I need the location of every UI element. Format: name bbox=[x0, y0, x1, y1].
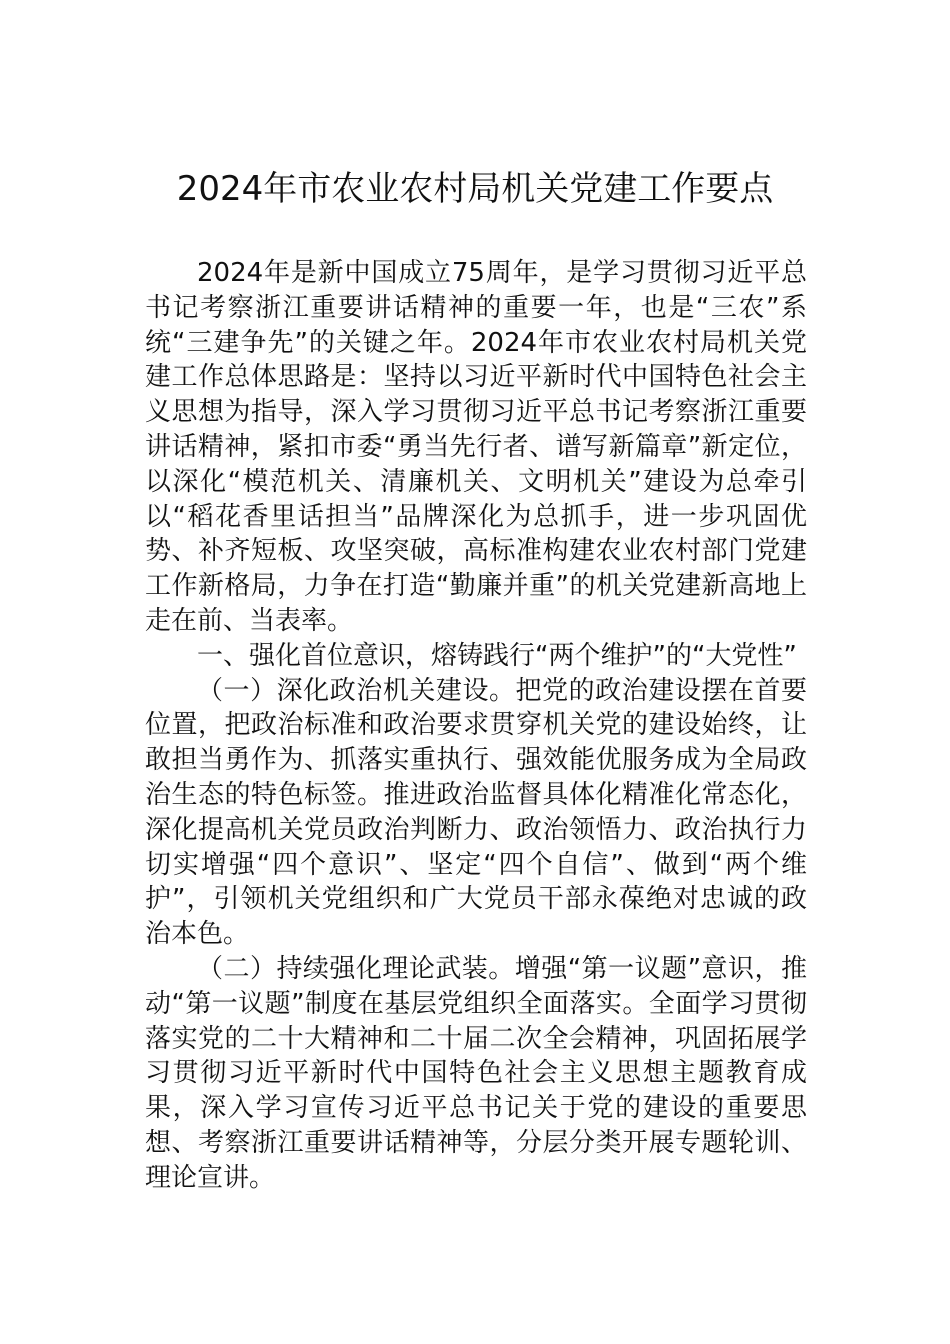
subsection-paragraph: （一）深化政治机关建设。把党的政治建设摆在首要位置，把政治标准和政治要求贯穿机关党的建设始终，让敢担当勇作为、抓落实重执行、强效能优服务成为全局政治生态的特色标签。推进政治监督具体化精准化常态化，深化提高机关党员政治判断力、政治领悟力、政治执行力切实增强“四个意识”、坚定“四个自信”、做到“两个维护”，引领机关党组织和广大党员干部永葆绝对忠诚的政治本色。 bbox=[145, 675, 807, 950]
document-body bbox=[145, 256, 807, 1196]
intro-paragraph: 2024年是新中国成立75周年，是学习贯彻习近平总书记考察浙江重要讲话精神的重要一年，也是“三农”系统“三建争先”的关键之年。2024年市农业农村局机关党建工作总体思路是：坚持以习近平新时代中国特色社会主义思想为指导，深入学习贯彻习近平总书记考察浙江重要讲话精神，紧扣市委“勇当先行者、谱写新篇章”新定位，以深化“模范机关、清廉机关、文明机关”建设为总牵引以“稻花香里话担当”品牌深化为总抓手，进一步巩固优势、补齐短板、攻坚突破，高标准构建农业农村部门党建工作新格局，力争在打造“勤廉并重”的机关党建新高地上走在前、当表率。 bbox=[145, 258, 807, 636]
subsection-paragraph: （二）持续强化理论武装。增强“第一议题”意识，推动“第一议题”制度在基层党组织全面落实。全面学习贯彻落实党的二十大精神和二十届二次全会精神，巩固拓展学习贯彻习近平新时代中国特色社会主义思想主题教育成果，深入学习宣传习近平总书记关于党的建设的重要思想、考察浙江重要讲话精神等，分层分类开展专题轮训、理论宣讲。 bbox=[145, 953, 807, 1193]
document-title: 2024年市农业农村局机关党建工作要点 bbox=[176, 169, 774, 209]
section-heading: 一、强化首位意识，熔铸践行“两个维护”的“大党性” bbox=[197, 640, 797, 671]
